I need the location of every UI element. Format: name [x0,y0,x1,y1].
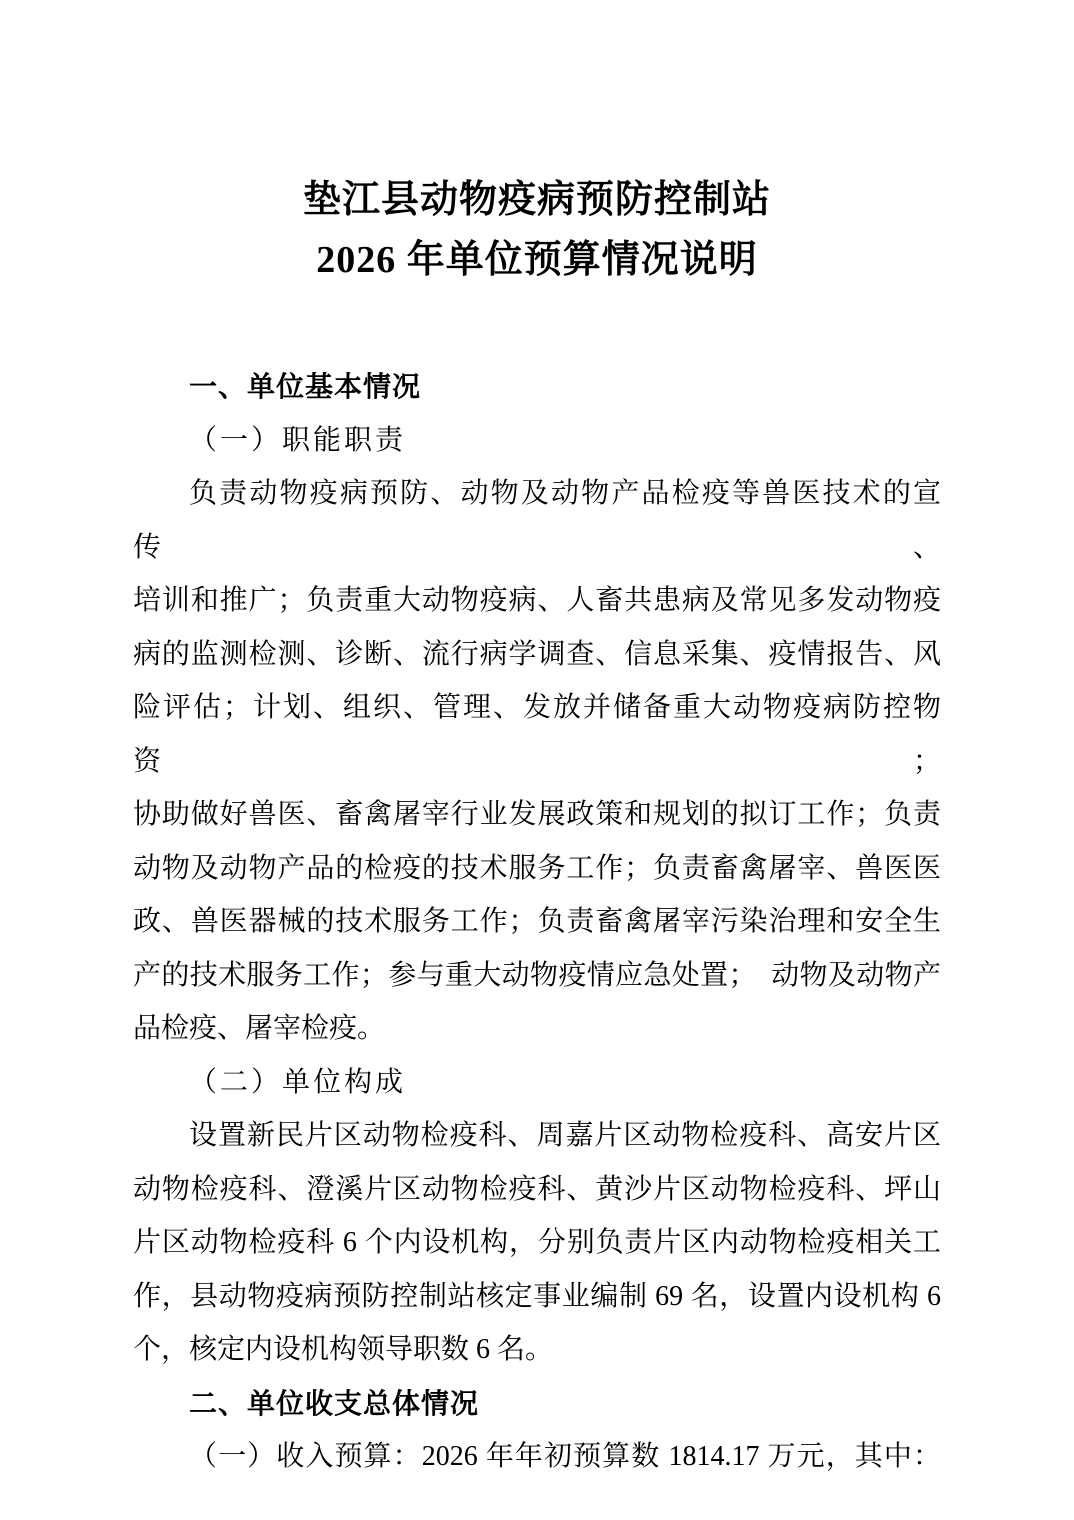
section-heading: 一、单位基本情况 [189,371,422,402]
paragraph-line: 险评估；计划、组织、管理、发放并储备重大动物疫病防控物资； [133,692,941,777]
paragraph-line: 负责动物疫病预防、动物及动物产品检疫等兽医技术的宣传、 [133,478,941,563]
paragraph-line: 设置新民片区动物检疫科、周嘉片区动物检疫科、高安片区 [189,1120,941,1151]
paragraph-line: 病的监测检测、诊断、流行病学调查、信息采集、疫情报告、风 [133,638,941,670]
paragraph-line: 培训和推广；负责重大动物疫病、人畜共患病及常见多发动物疫 [133,585,941,616]
paragraph-line: 协助做好兽医、畜禽屠宰行业发展政策和规划的拟订工作；负责 [133,799,941,830]
document-title-line-1: 垫江县动物疫病预防控制站 [302,179,771,221]
section-heading: 二、单位收支总体情况 [189,1387,480,1419]
paragraph-line: 作，县动物疫病预防控制站核定事业编制 69 名，设置内设机构 6 [133,1280,941,1312]
paragraph-line: 产的技术服务工作；参与重大动物疫情应急处置； 动物及动物产 [133,959,941,991]
paragraph-line: 动物检疫科、澄溪片区动物检疫科、黄沙片区动物检疫科、坪山 [133,1173,941,1205]
sub-heading: （一）职能职责 [189,424,407,456]
paragraph-line: 片区动物检疫科 6 个内设机构，分别负责片区内动物检疫相关工 [133,1227,941,1258]
document-title-line-2: 2026 年单位预算情况说明 [316,239,758,281]
document-body [133,360,941,1484]
paragraph-line: 品检疫、屠宰检疫。 [133,1013,386,1044]
sub-heading: （二）单位构成 [189,1066,407,1098]
paragraph-line: 个，核定内设机构领导职数 6 名。 [133,1334,554,1365]
document-title [133,170,941,290]
paragraph-line: （一）收入预算：2026 年年初预算数 1814.17 万元，其中： [189,1441,941,1472]
paragraph-line: 动物及动物产品的检疫的技术服务工作；负责畜禽屠宰、兽医医 [133,852,941,884]
paragraph-line: 政、兽医器械的技术服务工作；负责畜禽屠宰污染治理和安全生 [133,906,941,937]
